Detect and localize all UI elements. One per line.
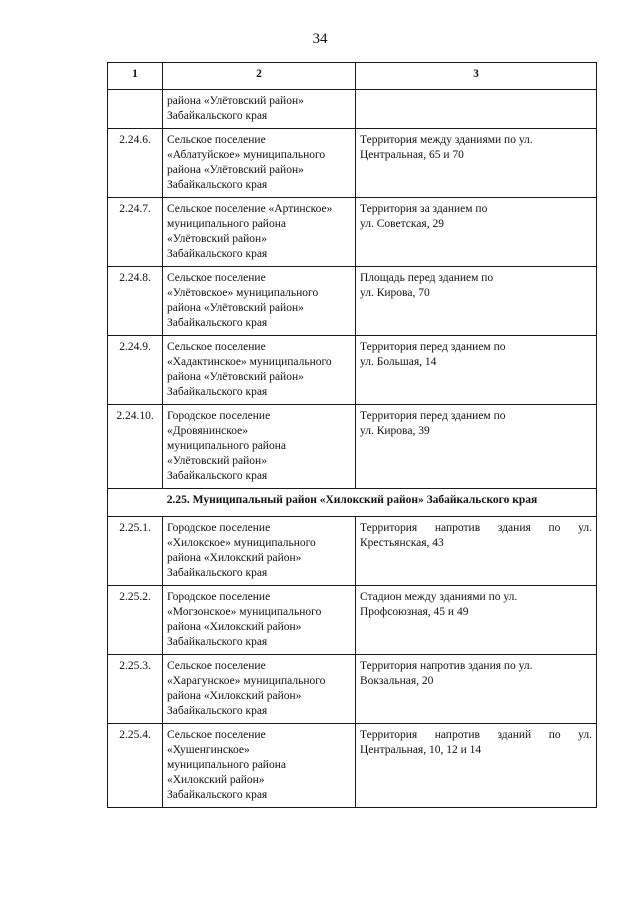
table-row xyxy=(108,724,597,808)
place-cell xyxy=(356,724,597,808)
settlement-line: Забайкальского края xyxy=(167,179,268,191)
table-row xyxy=(108,405,597,489)
settlement-line: Забайкальского края xyxy=(167,567,268,579)
settlement-line: «Дровянинское» xyxy=(167,425,248,437)
place-line: Профсоюзная, 45 и 49 xyxy=(360,606,469,618)
settlement-cell xyxy=(163,586,356,655)
row-number: 2.24.7. xyxy=(108,198,163,267)
settlement-line: района «Улётовский район» xyxy=(167,164,304,176)
settlement-line: района «Хилокский район» xyxy=(167,552,302,564)
place-line: Вокзальная, 20 xyxy=(360,675,434,687)
table-row xyxy=(108,517,597,586)
table-row xyxy=(108,267,597,336)
table-row xyxy=(108,655,597,724)
settlement-cell xyxy=(163,267,356,336)
row-number: 2.25.3. xyxy=(108,655,163,724)
settlement-line: Забайкальского края xyxy=(167,636,268,648)
settlement-line: «Аблатуйское» муниципального xyxy=(167,149,326,161)
settlement-line: муниципального района xyxy=(167,218,286,230)
section-header-row xyxy=(108,489,597,517)
settlement-line: Сельское поселение xyxy=(167,134,266,146)
settlement-line: Городское поселение xyxy=(167,591,271,603)
settlement-cell xyxy=(163,129,356,198)
table-row-continuation xyxy=(108,90,597,129)
settlement-line: «Харагунское» муниципального xyxy=(167,675,326,687)
settlement-line: Забайкальского края xyxy=(167,110,268,122)
settlement-line: Сельское поселение «Артинское» xyxy=(167,203,333,215)
settlement-line: муниципального района xyxy=(167,759,286,771)
table-row xyxy=(108,336,597,405)
page-number: 34 xyxy=(312,31,328,47)
settlement-line: «Хадактинское» муниципального xyxy=(167,356,332,368)
settlement-line: Забайкальского края xyxy=(167,248,268,260)
settlement-line: Городское поселение xyxy=(167,522,271,534)
settlement-cell xyxy=(163,655,356,724)
table-row xyxy=(108,586,597,655)
place-line: Территория между зданиями по ул. xyxy=(360,134,533,146)
settlement-cell xyxy=(163,90,356,129)
place-line: Территория напротив здания по ул. xyxy=(360,522,592,534)
place-cell xyxy=(356,129,597,198)
place-cell xyxy=(356,267,597,336)
row-number: 2.25.1. xyxy=(108,517,163,586)
row-number xyxy=(108,90,163,129)
place-cell xyxy=(356,90,597,129)
settlement-line: Сельское поселение xyxy=(167,660,266,672)
settlement-cell xyxy=(163,336,356,405)
settlement-line: Забайкальского края xyxy=(167,317,268,329)
table-row xyxy=(108,198,597,267)
place-cell xyxy=(356,517,597,586)
settlement-line: «Хилокское» муниципального xyxy=(167,537,316,549)
table-row xyxy=(108,129,597,198)
place-cell xyxy=(356,405,597,489)
settlement-line: района «Улётовский район» xyxy=(167,302,304,314)
row-number: 2.24.8. xyxy=(108,267,163,336)
settlement-cell xyxy=(163,405,356,489)
column-header-settlement: 2 xyxy=(163,63,356,90)
row-number: 2.25.2. xyxy=(108,586,163,655)
place-line: Стадион между зданиями по ул. xyxy=(360,591,518,603)
place-line: Территория напротив зданий по ул. xyxy=(360,729,592,741)
place-line: Территория перед зданием по xyxy=(360,410,506,422)
locations-table xyxy=(107,62,597,808)
settlement-cell xyxy=(163,198,356,267)
settlement-line: «Хилокский район» xyxy=(167,774,265,786)
settlement-line: «Улётовский район» xyxy=(167,455,267,467)
settlement-line: района «Хилокский район» xyxy=(167,621,302,633)
place-cell xyxy=(356,336,597,405)
place-line: ул. Кирова, 70 xyxy=(360,287,430,299)
place-line: Территория перед зданием по xyxy=(360,341,506,353)
place-cell xyxy=(356,198,597,267)
settlement-line: района «Хилокский район» xyxy=(167,690,302,702)
section-title: 2.25. Муниципальный район «Хилокский район» Забайкальского края xyxy=(108,489,597,517)
settlement-line: Забайкальского края xyxy=(167,386,268,398)
place-line: Территория напротив здания по ул. xyxy=(360,660,533,672)
settlement-line: Сельское поселение xyxy=(167,341,266,353)
place-line: Площадь перед зданием по xyxy=(360,272,494,284)
column-header-number: 1 xyxy=(108,63,163,90)
row-number: 2.24.6. xyxy=(108,129,163,198)
column-header-place: 3 xyxy=(356,63,597,90)
place-line: Центральная, 65 и 70 xyxy=(360,149,464,161)
settlement-line: «Хушенгинское» xyxy=(167,744,250,756)
place-line: Крестьянская, 43 xyxy=(360,537,444,549)
settlement-line: «Улётовский район» xyxy=(167,233,267,245)
row-number: 2.25.4. xyxy=(108,724,163,808)
settlement-line: района «Улётовский район» xyxy=(167,95,304,107)
settlement-line: Сельское поселение xyxy=(167,729,266,741)
place-cell xyxy=(356,655,597,724)
settlement-line: муниципального района xyxy=(167,440,286,452)
settlement-line: «Улётовское» муниципального xyxy=(167,287,319,299)
settlement-line: «Могзонское» муниципального xyxy=(167,606,322,618)
place-line: ул. Большая, 14 xyxy=(360,356,437,368)
place-line: Территория за зданием по xyxy=(360,203,488,215)
settlement-line: Забайкальского края xyxy=(167,789,268,801)
row-number: 2.24.10. xyxy=(108,405,163,489)
row-number: 2.24.9. xyxy=(108,336,163,405)
place-line: Центральная, 10, 12 и 14 xyxy=(360,744,482,756)
settlement-line: Сельское поселение xyxy=(167,272,266,284)
settlement-line: района «Улётовский район» xyxy=(167,371,304,383)
place-cell xyxy=(356,586,597,655)
place-line: ул. Советская, 29 xyxy=(360,218,444,230)
table-header-row xyxy=(108,63,597,90)
settlement-line: Забайкальского края xyxy=(167,705,268,717)
settlement-cell xyxy=(163,517,356,586)
settlement-line: Забайкальского края xyxy=(167,470,268,482)
settlement-line: Городское поселение xyxy=(167,410,271,422)
place-line: ул. Кирова, 39 xyxy=(360,425,430,437)
settlement-cell xyxy=(163,724,356,808)
